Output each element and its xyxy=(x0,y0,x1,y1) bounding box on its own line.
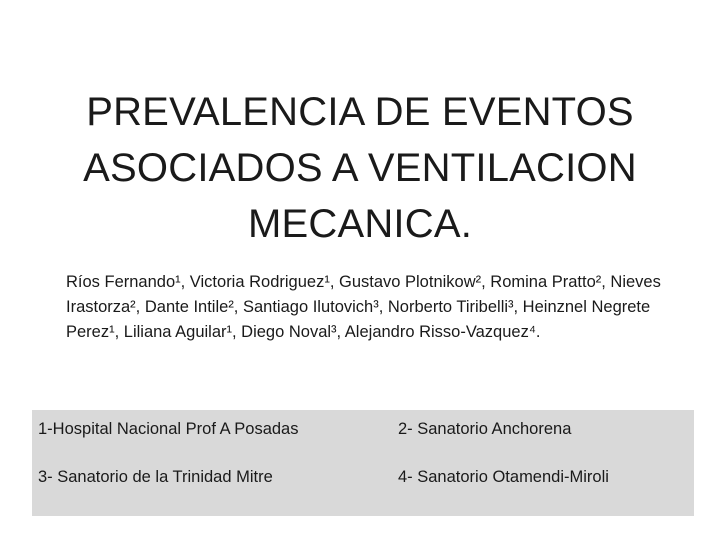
title-line-1: PREVALENCIA DE EVENTOS xyxy=(86,90,634,134)
author-list: Ríos Fernando¹, Victoria Rodriguez¹, Gustavo Plotnikow², Romina Pratto², Nieves Irastorza², Dante Intile², Santiago Ilutovich³, Norberto Tiribelli³, Heinznel Negrete Perez¹, Liliana Aguilar¹, Diego Noval³, Alejandro Risso-Vazquez⁴. xyxy=(66,273,661,341)
affiliation-3: 3- Sanatorio de la Trinidad Mitre xyxy=(38,468,273,486)
affiliation-1: 1-Hospital Nacional Prof A Posadas xyxy=(38,420,299,438)
title-line-2: ASOCIADOS A VENTILACION xyxy=(83,146,637,190)
affiliations-box xyxy=(32,410,694,516)
affiliation-2: 2- Sanatorio Anchorena xyxy=(398,420,572,438)
slide-title xyxy=(40,84,680,252)
affiliation-4: 4- Sanatorio Otamendi-Miroli xyxy=(398,468,609,486)
title-line-3: MECANICA. xyxy=(247,202,473,246)
